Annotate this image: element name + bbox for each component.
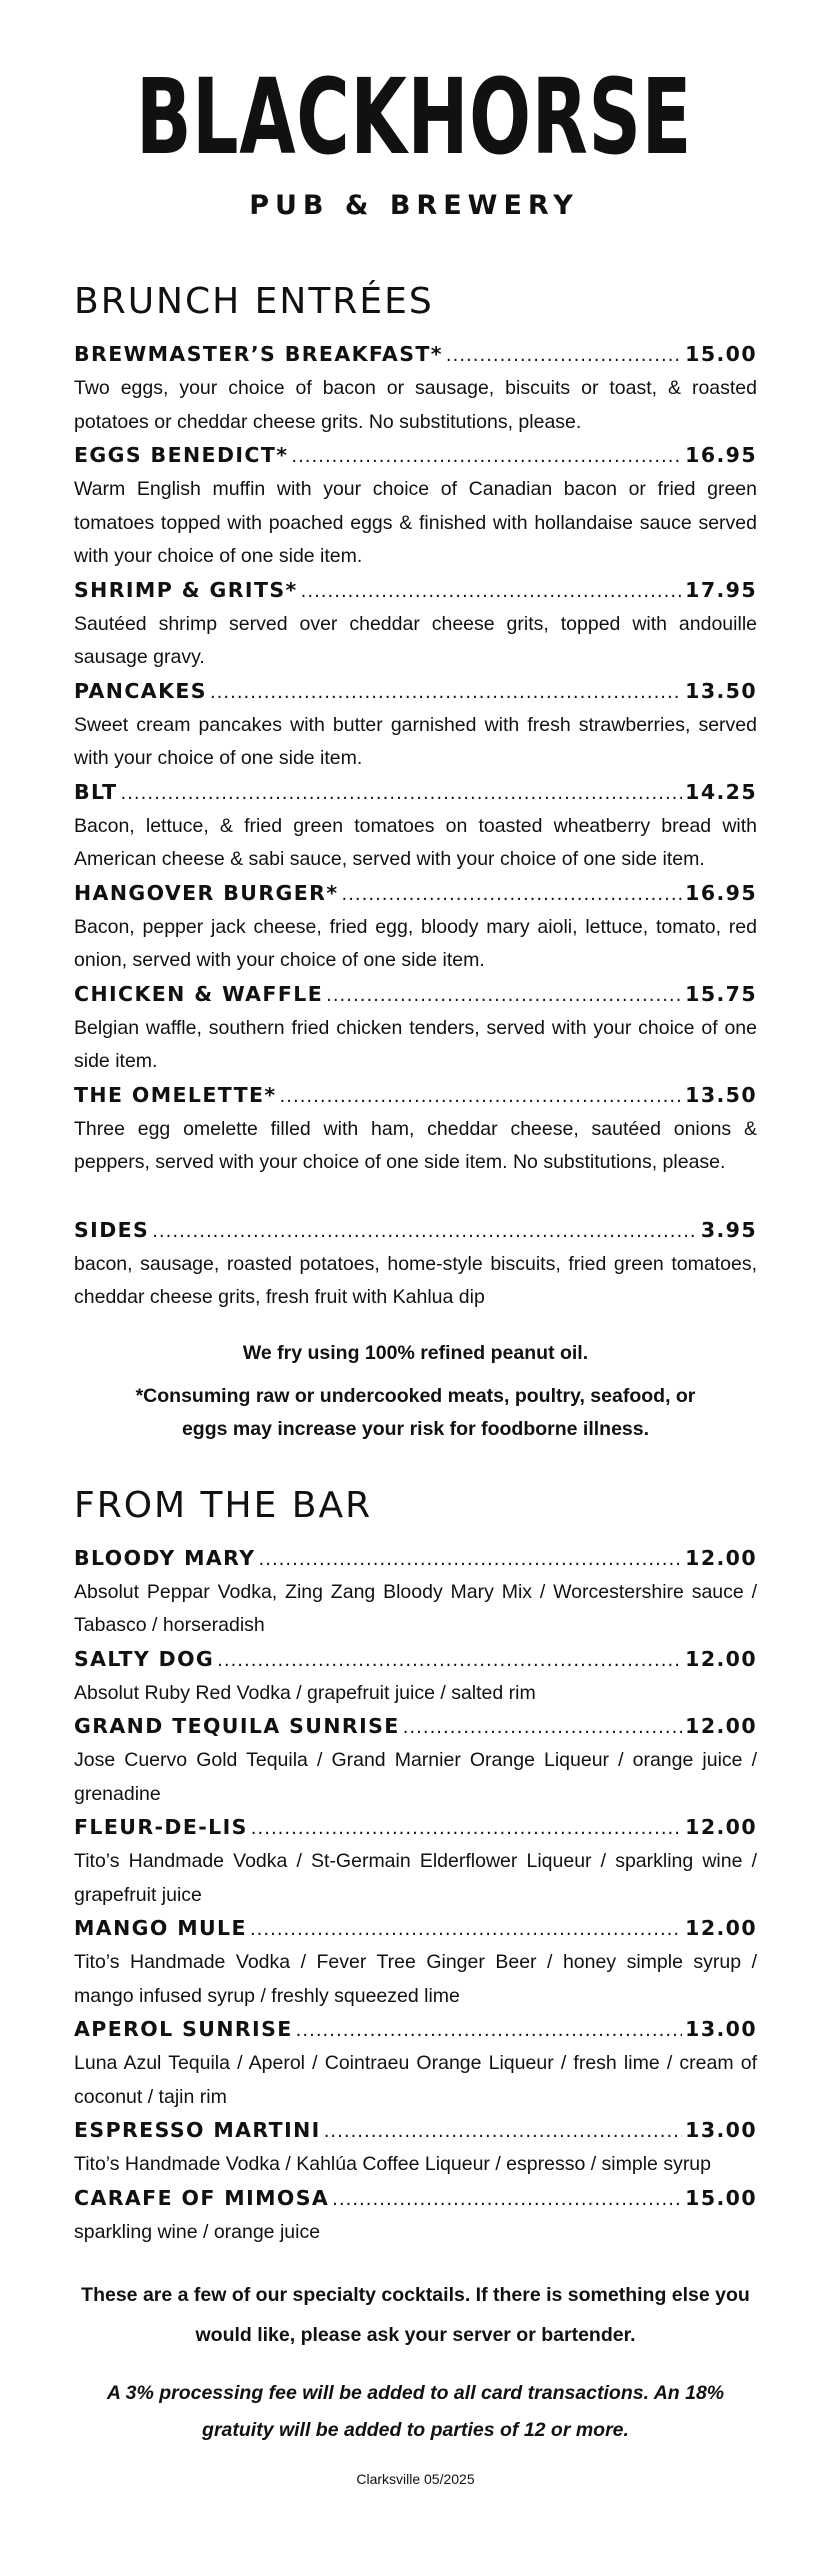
item-name: BLOODY MARY [74, 1545, 256, 1570]
item-description: Two eggs, your choice of bacon or sausage, biscuits or toast, & roasted potatoes or cheddar cheese grits. No substitutions, please. [74, 377, 757, 433]
dot-leader [324, 2116, 682, 2148]
item-description: Belgian waffle, southern fried chicken tenders, served with your choice of one side item. [74, 1016, 757, 1072]
brunch-items [74, 338, 757, 1180]
item-name: THE OMELETTE* [74, 1082, 277, 1107]
item-price: 12.00 [685, 1714, 757, 1738]
dot-leader [152, 1216, 698, 1248]
item-price: 12.00 [685, 1916, 757, 1940]
item-name: GRAND TEQUILA SUNRISE [74, 1714, 400, 1738]
dot-leader [210, 677, 682, 709]
item-name: CARAFE OF MIMOSA [74, 2185, 330, 2210]
item-description: Tito’s Handmade Vodka / Fever Tree Ginger Beer / honey simple syrup / mango infused syrup / freshly squeezed lime [74, 1951, 757, 2007]
item-name: APEROL SUNRISE [74, 2017, 293, 2041]
dot-leader [120, 778, 682, 810]
dot-leader [251, 1813, 682, 1845]
menu-item [74, 1912, 757, 2013]
section-title-bar: FROM THE BAR [74, 1484, 373, 1526]
item-description: Warm English muffin with your choice of Canadian bacon or fried green tomatoes topped with poached eggs & finished with hollandaise sauce served with your choice of one side item. [74, 478, 757, 567]
specialty-cocktails-note: These are a few of our specialty cocktails. If there is something else you would like, please ask your server or bartender. [81, 2284, 750, 2346]
item-name: SHRIMP & GRITS* [74, 577, 298, 602]
dot-leader [250, 1914, 682, 1946]
dot-leader [291, 441, 682, 473]
item-name: PANCAKES [74, 678, 207, 703]
menu-item [74, 1710, 757, 1811]
location-date: Clarksville 05/2025 [356, 2471, 475, 2487]
item-name: CHICKEN & WAFFLE [74, 981, 324, 1006]
foodborne-illness-warning: *Consuming raw or undercooked meats, poultry, seafood, or eggs may increase your risk for foodborne illness. [135, 1384, 696, 1440]
menu-item [74, 978, 757, 1079]
menu-item [74, 439, 757, 574]
bar-items [74, 1542, 757, 2250]
item-price: 14.25 [685, 779, 757, 804]
menu-content [74, 280, 757, 2487]
item-price: 12.00 [685, 1815, 757, 1839]
menu-item [74, 1079, 757, 1180]
item-price: 16.95 [685, 880, 757, 905]
item-description: Bacon, lettuce, & fried green tomatoes on toasted wheatberry bread with American cheese & sabi sauce, served with your choice of one side item. [74, 814, 757, 870]
item-description: Jose Cuervo Gold Tequila / Grand Marnier Orange Liqueur / orange juice / grenadine [74, 1749, 757, 1805]
item-name: SIDES [74, 1217, 150, 1242]
dot-leader [217, 1645, 682, 1677]
dot-leader [280, 1081, 683, 1113]
item-description: sparkling wine / orange juice [74, 2220, 321, 2243]
item-name: BLT [74, 779, 118, 804]
brand-logo [0, 56, 828, 221]
item-price: 15.00 [685, 2185, 757, 2210]
peanut-oil-note: We fry using 100% refined peanut oil. [242, 1341, 589, 1364]
dot-leader [259, 1544, 683, 1576]
spacer [74, 1180, 757, 1214]
item-price: 17.95 [685, 577, 757, 602]
dot-leader [326, 980, 682, 1012]
item-description: Luna Azul Tequila / Aperol / Cointraeu Orange Liqueur / fresh lime / cream of coconut / tajin rim [74, 2052, 757, 2108]
dot-leader [296, 2015, 683, 2047]
item-name: SALTY DOG [74, 1646, 215, 1671]
menu-item [74, 776, 757, 877]
item-name: FLEUR-DE-LIS [74, 1815, 248, 1839]
item-name: EGGS BENEDICT* [74, 443, 289, 467]
item-description: Absolut Ruby Red Vodka / grapefruit juice / salted rim [74, 1681, 536, 1704]
item-price: 12.00 [685, 1646, 757, 1671]
menu-item [74, 675, 757, 776]
sides-item [74, 1214, 757, 1315]
dot-leader [403, 1712, 682, 1744]
item-price: 16.95 [685, 443, 757, 467]
item-description: bacon, sausage, roasted potatoes, home-style biscuits, fried green tomatoes, cheddar cheese grits, fresh fruit with Kahlua dip [74, 1252, 757, 1308]
item-name: ESPRESSO MARTINI [74, 2118, 321, 2142]
menu-item [74, 1542, 757, 1643]
menu-item [74, 1811, 757, 1912]
item-name: MANGO MULE [74, 1916, 247, 1940]
menu-item [74, 574, 757, 675]
menu-item [74, 2182, 757, 2250]
item-price: 13.00 [685, 2118, 757, 2142]
item-price: 12.00 [685, 1545, 757, 1570]
fees-note: A 3% processing fee will be added to all card transactions. An 18% gratuity will be added to parties of 12 or more. [106, 2382, 725, 2441]
dot-leader [446, 340, 682, 372]
dot-leader [332, 2184, 682, 2216]
item-description: Bacon, pepper jack cheese, fried egg, bloody mary aioli, lettuce, tomato, red onion, served with your choice of one side item. [74, 915, 757, 971]
item-price: 13.00 [685, 2017, 757, 2041]
item-price: 15.75 [685, 981, 757, 1006]
brand-tagline: PUB & BREWERY [249, 190, 579, 221]
item-description: Sweet cream pancakes with butter garnished with fresh strawberries, served with your choice of one side item. [74, 713, 757, 769]
menu-item [74, 338, 757, 439]
item-name: BREWMASTER’S BREAKFAST* [74, 342, 443, 366]
dot-leader [301, 576, 683, 608]
brand-name: BLACKHORSE [135, 56, 693, 178]
item-price: 15.00 [685, 342, 757, 366]
item-description: Tito’s Handmade Vodka / St-Germain Elderflower Liqueur / sparkling wine / grapefruit juice [74, 1850, 757, 1906]
dot-leader [341, 879, 682, 911]
item-description: Absolut Peppar Vodka, Zing Zang Bloody Mary Mix / Worcestershire sauce / Tabasco / horseradish [74, 1580, 757, 1636]
section-title-brunch: BRUNCH ENTRÉES [74, 281, 434, 322]
menu-item [74, 877, 757, 978]
item-description: Three egg omelette filled with ham, cheddar cheese, sautéed onions & peppers, served with your choice of one side item. No substitutions, please. [74, 1117, 757, 1173]
item-price: 13.50 [685, 678, 757, 703]
item-price: 3.95 [700, 1217, 757, 1242]
item-price: 13.50 [685, 1082, 757, 1107]
item-name: HANGOVER BURGER* [74, 880, 339, 905]
menu-item [74, 1643, 757, 1711]
item-description: Sautéed shrimp served over cheddar cheese grits, topped with andouille sausage gravy. [74, 612, 757, 668]
menu-item [74, 2013, 757, 2114]
item-description: Tito’s Handmade Vodka / Kahlúa Coffee Liqueur / espresso / simple syrup [74, 2153, 711, 2175]
menu-item [74, 2114, 757, 2182]
